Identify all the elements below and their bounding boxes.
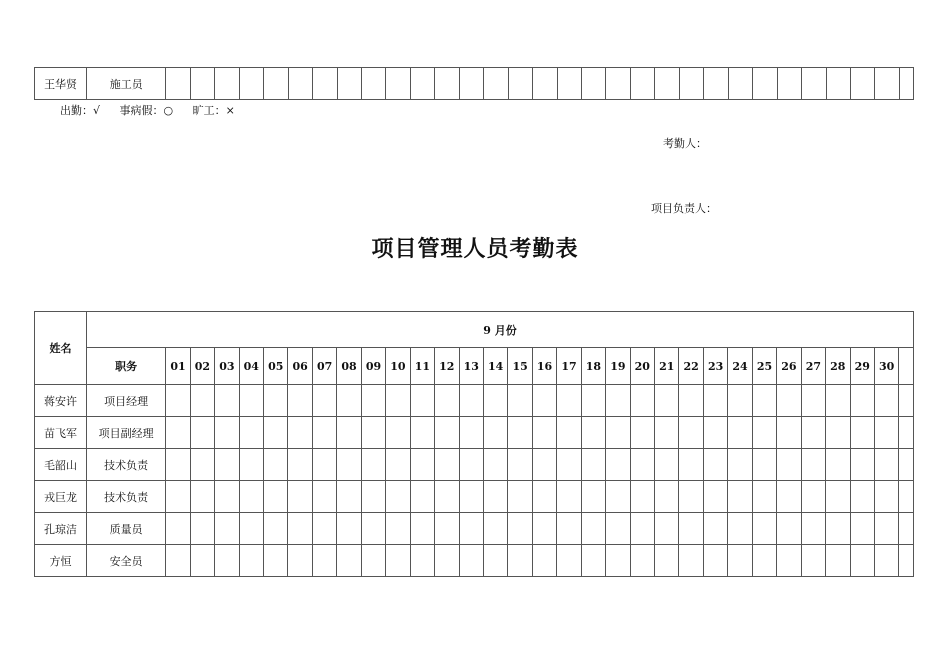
attendance-cell[interactable] bbox=[703, 481, 727, 513]
attendance-cell[interactable] bbox=[215, 417, 239, 449]
attendance-cell[interactable] bbox=[899, 68, 913, 100]
attendance-cell[interactable] bbox=[801, 385, 825, 417]
attendance-cell[interactable] bbox=[215, 449, 239, 481]
employee-name-cell: 方恒 bbox=[35, 545, 87, 577]
day-header-18: 18 bbox=[581, 348, 605, 385]
attendance-cell[interactable] bbox=[239, 545, 263, 577]
attendance-cell[interactable] bbox=[777, 513, 801, 545]
position-column-header: 职务 bbox=[87, 348, 166, 385]
day-header-14: 14 bbox=[483, 348, 507, 385]
attendance-cell[interactable] bbox=[557, 417, 581, 449]
attendance-cell[interactable] bbox=[264, 449, 288, 481]
day-header-06: 06 bbox=[288, 348, 312, 385]
table-row bbox=[35, 513, 914, 545]
attendance-cell[interactable] bbox=[557, 513, 581, 545]
attendance-cell[interactable] bbox=[801, 513, 825, 545]
attendance-cell[interactable] bbox=[532, 481, 556, 513]
attendance-cell[interactable] bbox=[483, 481, 507, 513]
attendance-cell[interactable] bbox=[508, 68, 532, 100]
attendance-cell[interactable] bbox=[752, 545, 776, 577]
attendance-cell[interactable] bbox=[337, 385, 361, 417]
attendance-cell[interactable] bbox=[752, 385, 776, 417]
day-header-05: 05 bbox=[264, 348, 288, 385]
attendance-cell[interactable] bbox=[410, 385, 434, 417]
attendance-cell[interactable] bbox=[459, 449, 483, 481]
attendance-cell[interactable] bbox=[459, 68, 483, 100]
day-header-29: 29 bbox=[850, 348, 874, 385]
attendance-cell[interactable] bbox=[557, 68, 581, 100]
attendance-cell[interactable] bbox=[410, 513, 434, 545]
attendance-cell[interactable] bbox=[337, 545, 361, 577]
attendance-cell[interactable] bbox=[703, 513, 727, 545]
attendance-cell[interactable] bbox=[459, 385, 483, 417]
attendance-cell[interactable] bbox=[655, 68, 679, 100]
day-header-24: 24 bbox=[728, 348, 752, 385]
attendance-cell[interactable] bbox=[166, 385, 190, 417]
attendance-cell[interactable] bbox=[874, 545, 898, 577]
attendance-cell[interactable] bbox=[728, 481, 752, 513]
attendance-cell[interactable] bbox=[215, 545, 239, 577]
attendance-cell[interactable] bbox=[361, 481, 385, 513]
attendance-cell[interactable] bbox=[386, 545, 410, 577]
attendance-cell[interactable] bbox=[166, 481, 190, 513]
attendance-cell[interactable] bbox=[508, 481, 532, 513]
table-row bbox=[35, 481, 914, 513]
attendance-cell[interactable] bbox=[264, 545, 288, 577]
attendance-cell[interactable] bbox=[337, 513, 361, 545]
attendance-cell[interactable] bbox=[508, 385, 532, 417]
attendance-cell[interactable] bbox=[703, 385, 727, 417]
attendance-cell[interactable] bbox=[752, 513, 776, 545]
attendance-cell[interactable] bbox=[582, 68, 606, 100]
attendance-cell[interactable] bbox=[215, 68, 239, 100]
attendance-cell[interactable] bbox=[728, 513, 752, 545]
table-row bbox=[35, 449, 914, 481]
attendance-cell[interactable] bbox=[288, 481, 312, 513]
attendance-cell[interactable] bbox=[508, 545, 532, 577]
attendance-cell[interactable] bbox=[899, 449, 914, 481]
attendance-cell[interactable] bbox=[752, 481, 776, 513]
day-header-03: 03 bbox=[215, 348, 239, 385]
attendance-cell[interactable] bbox=[532, 545, 556, 577]
attendance-cell[interactable] bbox=[777, 417, 801, 449]
day-header-23: 23 bbox=[703, 348, 727, 385]
day-header-25: 25 bbox=[752, 348, 776, 385]
attendance-cell[interactable] bbox=[361, 68, 385, 100]
attendance-cell[interactable] bbox=[557, 545, 581, 577]
attendance-cell[interactable] bbox=[655, 385, 679, 417]
name-column-header: 姓名 bbox=[35, 312, 87, 385]
attendance-cell[interactable] bbox=[826, 481, 850, 513]
attendance-cell[interactable] bbox=[264, 513, 288, 545]
day-header-15: 15 bbox=[508, 348, 532, 385]
attendance-cell[interactable] bbox=[410, 481, 434, 513]
attendance-cell[interactable] bbox=[801, 417, 825, 449]
table-row bbox=[35, 545, 914, 577]
attendance-cell[interactable] bbox=[166, 417, 190, 449]
attendance-cell[interactable] bbox=[801, 545, 825, 577]
day-header-02: 02 bbox=[190, 348, 214, 385]
employee-position-cell: 项目副经理 bbox=[87, 417, 166, 449]
day-header-04: 04 bbox=[239, 348, 263, 385]
attendance-cell[interactable] bbox=[655, 513, 679, 545]
attendance-cell[interactable] bbox=[875, 68, 899, 100]
attendance-cell[interactable] bbox=[630, 449, 654, 481]
attendance-cell[interactable] bbox=[166, 449, 190, 481]
day-header-spacer bbox=[899, 348, 914, 385]
attendance-cell[interactable] bbox=[361, 385, 385, 417]
attendance-cell[interactable] bbox=[728, 545, 752, 577]
day-header-26: 26 bbox=[777, 348, 801, 385]
attendance-cell[interactable] bbox=[459, 417, 483, 449]
attendance-cell[interactable] bbox=[337, 481, 361, 513]
attendance-cell[interactable] bbox=[410, 545, 434, 577]
attendance-cell[interactable] bbox=[532, 513, 556, 545]
attendance-cell[interactable] bbox=[239, 385, 263, 417]
employee-position-cell: 质量员 bbox=[87, 513, 166, 545]
attendance-cell[interactable] bbox=[483, 545, 507, 577]
attendance-cell[interactable] bbox=[899, 545, 914, 577]
attendance-cell[interactable] bbox=[410, 449, 434, 481]
attendance-cell[interactable] bbox=[630, 513, 654, 545]
attendance-cell[interactable] bbox=[655, 481, 679, 513]
attendance-cell[interactable] bbox=[850, 417, 874, 449]
attendance-cell[interactable] bbox=[850, 449, 874, 481]
attendance-cell[interactable] bbox=[679, 513, 703, 545]
attendance-cell[interactable] bbox=[508, 417, 532, 449]
attendance-cell[interactable] bbox=[337, 417, 361, 449]
attendance-cell[interactable] bbox=[679, 545, 703, 577]
attendance-cell[interactable] bbox=[606, 449, 630, 481]
attendance-cell[interactable] bbox=[777, 545, 801, 577]
day-header-16: 16 bbox=[532, 348, 556, 385]
attendance-cell[interactable] bbox=[728, 68, 752, 100]
attendance-cell[interactable] bbox=[288, 449, 312, 481]
attendance-cell[interactable] bbox=[874, 449, 898, 481]
attendance-cell[interactable] bbox=[703, 545, 727, 577]
attendance-cell[interactable] bbox=[630, 417, 654, 449]
attendance-cell[interactable] bbox=[874, 481, 898, 513]
attendance-cell[interactable] bbox=[850, 545, 874, 577]
attendance-cell[interactable] bbox=[899, 513, 914, 545]
attendance-cell[interactable] bbox=[239, 417, 263, 449]
attendance-cell[interactable] bbox=[752, 417, 776, 449]
table-row bbox=[35, 68, 914, 100]
attendance-cell[interactable] bbox=[361, 513, 385, 545]
employee-position-cell: 安全员 bbox=[87, 545, 166, 577]
attendance-cell[interactable] bbox=[581, 417, 605, 449]
attendance-cell[interactable] bbox=[581, 481, 605, 513]
attendance-cell[interactable] bbox=[288, 417, 312, 449]
attendance-cell[interactable] bbox=[532, 449, 556, 481]
checker-signature-label: 考勤人： bbox=[663, 137, 707, 150]
attendance-cell[interactable] bbox=[606, 68, 630, 100]
attendance-cell[interactable] bbox=[190, 481, 214, 513]
attendance-cell[interactable] bbox=[312, 481, 336, 513]
attendance-cell[interactable] bbox=[532, 417, 556, 449]
attendance-cell[interactable] bbox=[777, 481, 801, 513]
employee-position-cell: 技术负责 bbox=[87, 481, 166, 513]
employee-position-cell: 施工员 bbox=[87, 68, 166, 100]
attendance-cell[interactable] bbox=[166, 545, 190, 577]
attendance-cell[interactable] bbox=[483, 417, 507, 449]
table-row bbox=[35, 417, 914, 449]
attendance-cell[interactable] bbox=[874, 417, 898, 449]
attendance-cell[interactable] bbox=[435, 513, 459, 545]
attendance-cell[interactable] bbox=[630, 385, 654, 417]
attendance-cell[interactable] bbox=[190, 513, 214, 545]
attendance-cell[interactable] bbox=[337, 68, 361, 100]
attendance-cell[interactable] bbox=[386, 513, 410, 545]
attendance-cell[interactable] bbox=[337, 449, 361, 481]
attendance-cell[interactable] bbox=[239, 513, 263, 545]
attendance-cell[interactable] bbox=[851, 68, 875, 100]
attendance-cell[interactable] bbox=[459, 481, 483, 513]
attendance-cell[interactable] bbox=[655, 545, 679, 577]
legend-absent: 旷工：× bbox=[192, 104, 235, 117]
attendance-cell[interactable] bbox=[874, 513, 898, 545]
attendance-table bbox=[34, 311, 914, 577]
attendance-cell[interactable] bbox=[581, 449, 605, 481]
attendance-cell[interactable] bbox=[826, 417, 850, 449]
attendance-cell[interactable] bbox=[704, 68, 728, 100]
attendance-cell[interactable] bbox=[728, 449, 752, 481]
attendance-cell[interactable] bbox=[435, 68, 459, 100]
attendance-cell[interactable] bbox=[484, 68, 508, 100]
attendance-cell[interactable] bbox=[655, 417, 679, 449]
attendance-cell[interactable] bbox=[753, 68, 777, 100]
attendance-cell[interactable] bbox=[630, 68, 654, 100]
attendance-cell[interactable] bbox=[850, 481, 874, 513]
day-header-01: 01 bbox=[166, 348, 190, 385]
attendance-cell[interactable] bbox=[679, 385, 703, 417]
attendance-cell[interactable] bbox=[264, 417, 288, 449]
table-row bbox=[35, 385, 914, 417]
employee-name-cell: 孔琼洁 bbox=[35, 513, 87, 545]
attendance-cell[interactable] bbox=[703, 449, 727, 481]
attendance-cell[interactable] bbox=[679, 449, 703, 481]
attendance-cell[interactable] bbox=[777, 385, 801, 417]
attendance-cell[interactable] bbox=[728, 417, 752, 449]
attendance-cell[interactable] bbox=[361, 417, 385, 449]
attendance-cell[interactable] bbox=[508, 449, 532, 481]
attendance-cell[interactable] bbox=[508, 513, 532, 545]
attendance-cell[interactable] bbox=[777, 68, 801, 100]
attendance-cell[interactable] bbox=[435, 449, 459, 481]
attendance-cell[interactable] bbox=[826, 385, 850, 417]
attendance-cell[interactable] bbox=[826, 68, 850, 100]
day-header-09: 09 bbox=[361, 348, 385, 385]
attendance-cell[interactable] bbox=[386, 68, 410, 100]
attendance-cell[interactable] bbox=[166, 513, 190, 545]
attendance-cell[interactable] bbox=[435, 417, 459, 449]
attendance-cell[interactable] bbox=[435, 481, 459, 513]
employee-name-cell: 戎巨龙 bbox=[35, 481, 87, 513]
legend-leave: 事病假：○ bbox=[119, 104, 174, 117]
attendance-cell[interactable] bbox=[239, 481, 263, 513]
day-header-28: 28 bbox=[826, 348, 850, 385]
attendance-cell[interactable] bbox=[459, 545, 483, 577]
employee-name-cell: 王华贤 bbox=[35, 68, 87, 100]
attendance-cell[interactable] bbox=[581, 385, 605, 417]
attendance-cell[interactable] bbox=[899, 385, 914, 417]
day-header-12: 12 bbox=[435, 348, 459, 385]
attendance-cell[interactable] bbox=[361, 545, 385, 577]
attendance-cell[interactable] bbox=[728, 385, 752, 417]
attendance-cell[interactable] bbox=[679, 417, 703, 449]
attendance-cell[interactable] bbox=[752, 449, 776, 481]
attendance-cell[interactable] bbox=[215, 481, 239, 513]
attendance-cell[interactable] bbox=[826, 545, 850, 577]
attendance-legend bbox=[60, 102, 251, 118]
attendance-cell[interactable] bbox=[801, 449, 825, 481]
attendance-cell[interactable] bbox=[312, 417, 336, 449]
day-header-08: 08 bbox=[337, 348, 361, 385]
attendance-cell[interactable] bbox=[557, 449, 581, 481]
day-header-13: 13 bbox=[459, 348, 483, 385]
attendance-cell[interactable] bbox=[215, 385, 239, 417]
attendance-cell[interactable] bbox=[802, 68, 826, 100]
day-header-10: 10 bbox=[386, 348, 410, 385]
attendance-cell[interactable] bbox=[190, 417, 214, 449]
attendance-cell[interactable] bbox=[581, 545, 605, 577]
attendance-cell[interactable] bbox=[679, 481, 703, 513]
day-header-21: 21 bbox=[655, 348, 679, 385]
attendance-cell[interactable] bbox=[557, 481, 581, 513]
attendance-cell[interactable] bbox=[606, 417, 630, 449]
attendance-cell[interactable] bbox=[312, 513, 336, 545]
attendance-cell[interactable] bbox=[410, 417, 434, 449]
employee-name-cell: 毛韶山 bbox=[35, 449, 87, 481]
attendance-cell[interactable] bbox=[630, 481, 654, 513]
attendance-cell[interactable] bbox=[483, 513, 507, 545]
attendance-cell[interactable] bbox=[288, 545, 312, 577]
attendance-cell[interactable] bbox=[826, 513, 850, 545]
day-header-07: 07 bbox=[312, 348, 336, 385]
day-header-17: 17 bbox=[557, 348, 581, 385]
legend-present: 出勤：√ bbox=[60, 104, 101, 117]
attendance-cell[interactable] bbox=[288, 68, 312, 100]
day-header-20: 20 bbox=[630, 348, 654, 385]
day-header-27: 27 bbox=[801, 348, 825, 385]
employee-name-cell: 苗飞军 bbox=[35, 417, 87, 449]
attendance-cell[interactable] bbox=[850, 385, 874, 417]
attendance-cell[interactable] bbox=[264, 68, 288, 100]
attendance-cell[interactable] bbox=[215, 513, 239, 545]
attendance-cell[interactable] bbox=[532, 385, 556, 417]
attendance-cell[interactable] bbox=[361, 449, 385, 481]
attendance-cell[interactable] bbox=[606, 481, 630, 513]
employee-name-cell: 蒋安许 bbox=[35, 385, 87, 417]
attendance-cell[interactable] bbox=[190, 68, 214, 100]
employee-position-cell: 技术负责 bbox=[87, 449, 166, 481]
attendance-cell[interactable] bbox=[874, 385, 898, 417]
attendance-cell[interactable] bbox=[630, 545, 654, 577]
attendance-cell[interactable] bbox=[483, 449, 507, 481]
attendance-cell[interactable] bbox=[264, 481, 288, 513]
attendance-cell[interactable] bbox=[288, 513, 312, 545]
attendance-cell[interactable] bbox=[386, 417, 410, 449]
attendance-cell[interactable] bbox=[386, 385, 410, 417]
attendance-cell[interactable] bbox=[703, 417, 727, 449]
attendance-cell[interactable] bbox=[288, 385, 312, 417]
attendance-cell[interactable] bbox=[190, 545, 214, 577]
attendance-cell[interactable] bbox=[483, 385, 507, 417]
attendance-cell[interactable] bbox=[459, 513, 483, 545]
day-header-19: 19 bbox=[606, 348, 630, 385]
attendance-cell[interactable] bbox=[312, 385, 336, 417]
attendance-cell[interactable] bbox=[777, 449, 801, 481]
attendance-cell[interactable] bbox=[190, 449, 214, 481]
attendance-cell[interactable] bbox=[557, 385, 581, 417]
attendance-cell[interactable] bbox=[386, 449, 410, 481]
attendance-cell[interactable] bbox=[239, 449, 263, 481]
page-title: 项目管理人员考勤表 bbox=[371, 236, 579, 262]
day-header-11: 11 bbox=[410, 348, 434, 385]
month-header-row bbox=[35, 312, 914, 348]
attendance-cell[interactable] bbox=[533, 68, 557, 100]
employee-position-cell: 项目经理 bbox=[87, 385, 166, 417]
day-header-30: 30 bbox=[874, 348, 898, 385]
attendance-cell[interactable] bbox=[435, 545, 459, 577]
attendance-cell[interactable] bbox=[239, 68, 263, 100]
attendance-cell[interactable] bbox=[435, 385, 459, 417]
attendance-cell[interactable] bbox=[410, 68, 434, 100]
attendance-cell[interactable] bbox=[606, 385, 630, 417]
attendance-cell[interactable] bbox=[166, 68, 190, 100]
attendance-cell[interactable] bbox=[826, 449, 850, 481]
attendance-cell[interactable] bbox=[313, 68, 337, 100]
attendance-cell[interactable] bbox=[655, 449, 679, 481]
attendance-cell[interactable] bbox=[190, 385, 214, 417]
attendance-cell[interactable] bbox=[606, 513, 630, 545]
day-header-row bbox=[35, 348, 914, 385]
attendance-cell[interactable] bbox=[312, 449, 336, 481]
day-header-22: 22 bbox=[679, 348, 703, 385]
month-header: 9 月份 bbox=[87, 312, 914, 348]
attendance-cell[interactable] bbox=[801, 481, 825, 513]
attendance-cell[interactable] bbox=[606, 545, 630, 577]
attendance-cell[interactable] bbox=[386, 481, 410, 513]
attendance-cell[interactable] bbox=[899, 481, 914, 513]
attendance-cell[interactable] bbox=[850, 513, 874, 545]
attendance-cell[interactable] bbox=[679, 68, 703, 100]
attendance-cell[interactable] bbox=[581, 513, 605, 545]
attendance-cell[interactable] bbox=[312, 545, 336, 577]
previous-attendance-row-table bbox=[34, 67, 914, 100]
attendance-cell[interactable] bbox=[264, 385, 288, 417]
attendance-cell[interactable] bbox=[899, 417, 914, 449]
manager-signature-label: 项目负责人： bbox=[651, 202, 717, 215]
